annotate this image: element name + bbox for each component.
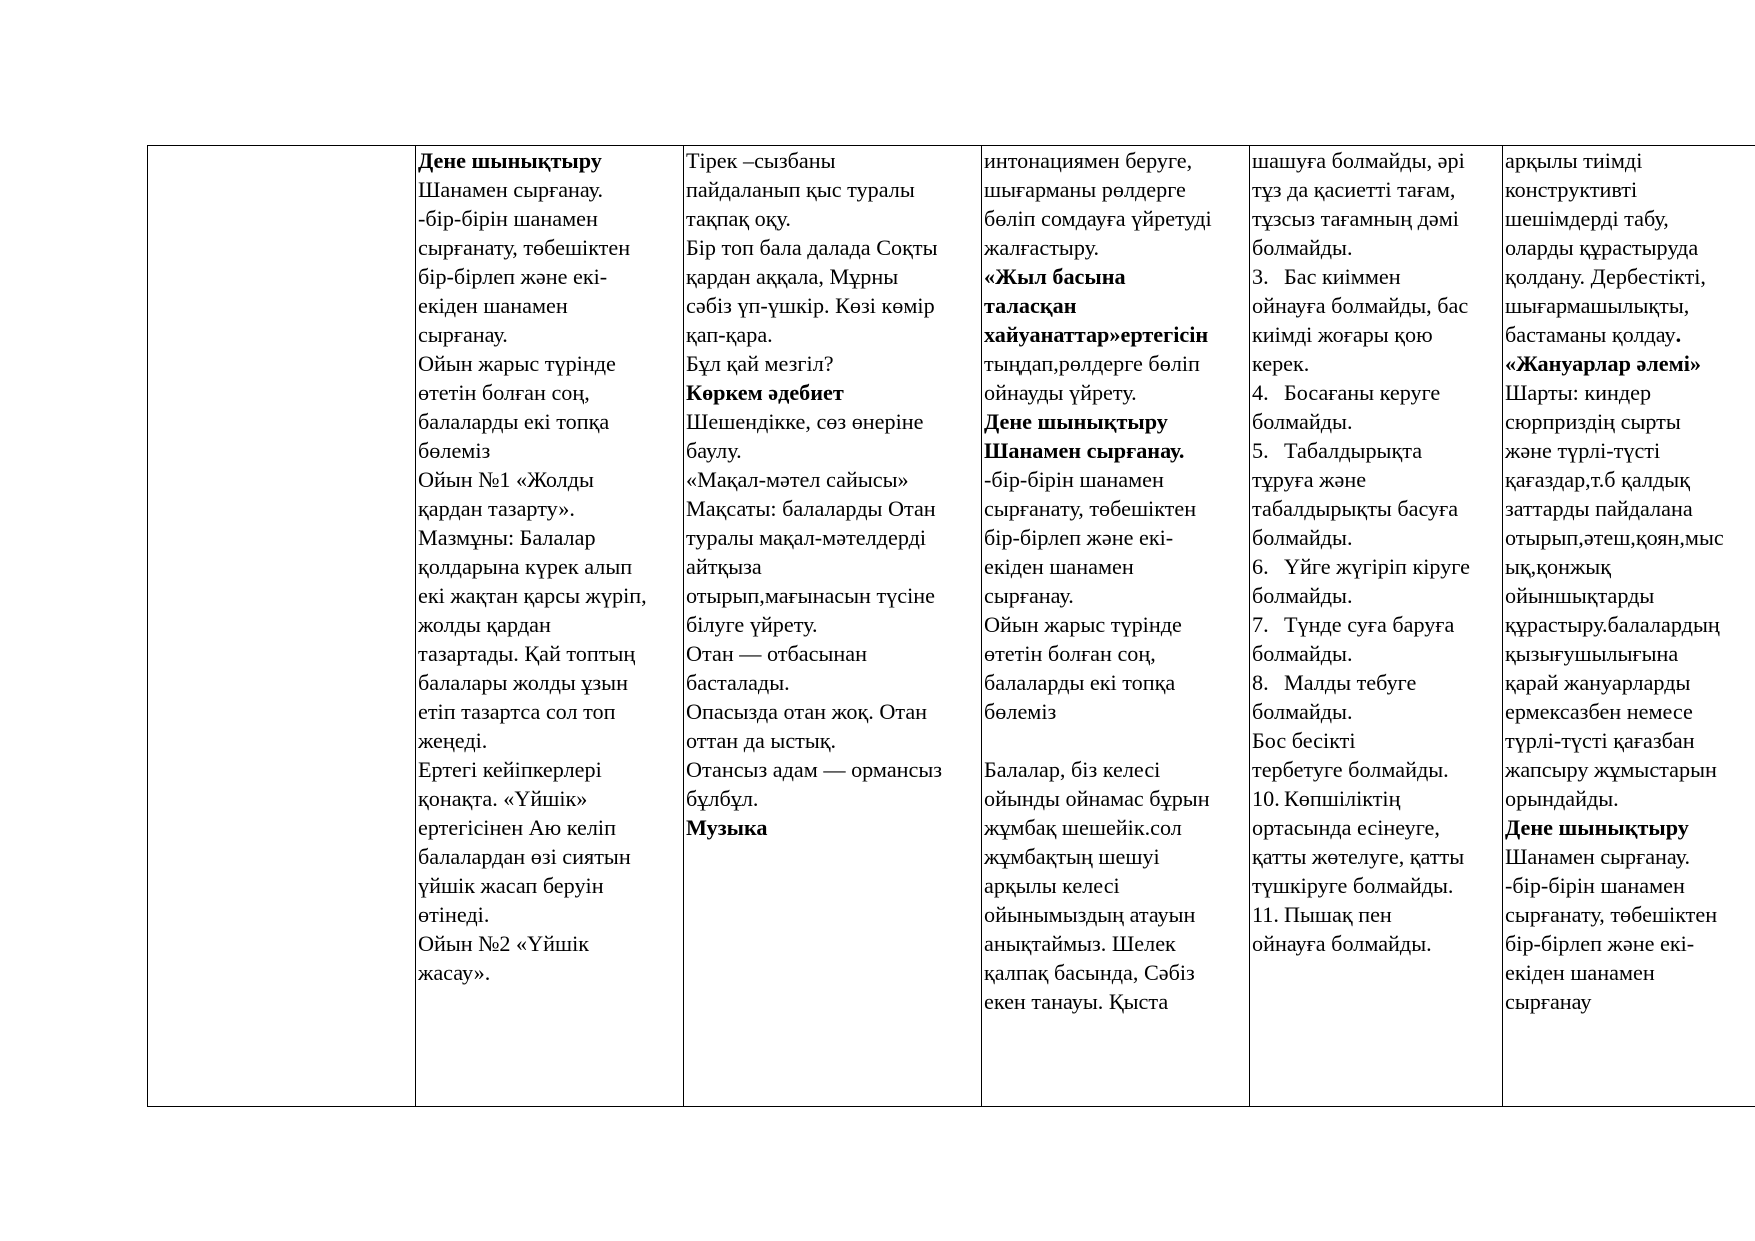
text-line <box>1505 465 1754 494</box>
line-text: Шешендікке, сөз өнеріне <box>686 409 924 434</box>
line-text: Опасызда отан жоқ. Отан <box>686 699 928 724</box>
text-line <box>1505 668 1754 697</box>
text-line <box>686 349 979 378</box>
line-text: қардан аққала, Мұрны <box>686 264 899 289</box>
line-text: Ойын №2 «Үйшік <box>418 931 590 956</box>
text-line <box>1252 726 1500 755</box>
line-text: жасау». <box>418 960 491 985</box>
text-line <box>1252 204 1500 233</box>
text-line <box>1252 320 1500 349</box>
line-text: қызығушылығына <box>1505 641 1679 666</box>
line-text: -бір-бірін шанамен <box>418 206 598 231</box>
line-text: білуге үйрету. <box>686 612 818 637</box>
line-text: бөлеміз <box>984 699 1057 724</box>
text-line <box>686 668 979 697</box>
text-line <box>1505 523 1754 552</box>
text-line <box>1252 146 1500 175</box>
line-text: екен танауы. Қыста <box>984 989 1169 1014</box>
line-text: отырып,әтеш,қоян,мыс <box>1505 525 1724 550</box>
text-line <box>1505 146 1754 175</box>
line-text: «Жыл басына <box>984 264 1126 289</box>
line-text: шығармашылықты, <box>1505 293 1690 318</box>
text-line <box>1252 494 1500 523</box>
line-text: Пышақ пен <box>1284 902 1392 927</box>
line-text: жұмбақтың шешуі <box>984 844 1160 869</box>
table-cell-col-1 <box>148 146 416 1107</box>
line-text: бұлбұл. <box>686 786 759 811</box>
line-text: өтетін болған соң, <box>984 641 1156 666</box>
line-text: ойынымыздың атауын <box>984 902 1196 927</box>
line-text: балалары жолды ұзын <box>418 670 628 695</box>
text-line <box>984 987 1247 1016</box>
line-text: оттан да ыстық. <box>686 728 837 753</box>
text-line <box>418 175 681 204</box>
line-text: Шанамен сырғанау. <box>418 177 604 202</box>
text-line <box>984 784 1247 813</box>
line-text: ертегісінен Аю келіп <box>418 815 616 840</box>
line-text: ойнауға болмайды, бас <box>1252 293 1469 318</box>
text-line <box>1505 233 1754 262</box>
line-text: Музыка <box>686 815 768 840</box>
text-line <box>686 813 979 842</box>
line-text: Ойын №1 «Жолды <box>418 467 594 492</box>
text-line <box>1505 175 1754 204</box>
line-text: оларды құрастыруда <box>1505 235 1699 260</box>
text-line <box>1505 639 1754 668</box>
line-text: жалғастыру. <box>984 235 1100 260</box>
text-line <box>418 929 681 958</box>
line-text: екіден шанамен <box>984 554 1134 579</box>
text-line <box>686 233 979 262</box>
text-line <box>1252 900 1500 929</box>
line-text: Ойын жарыс түрінде <box>418 351 616 376</box>
text-line <box>1252 291 1500 320</box>
text-line <box>686 204 979 233</box>
text-line <box>686 146 979 175</box>
text-line <box>1252 668 1500 697</box>
line-text: болмайды. <box>1252 235 1353 260</box>
text-line <box>984 610 1247 639</box>
text-line <box>1505 987 1754 1016</box>
text-line <box>418 610 681 639</box>
text-line <box>984 262 1247 291</box>
line-text: тұзсыз тағамның дәмі <box>1252 206 1459 231</box>
text-line <box>984 320 1247 349</box>
line-text: бір-бірлеп және екі- <box>984 525 1174 550</box>
text-line <box>686 610 979 639</box>
line-text: интонациямен беруге, <box>984 148 1193 173</box>
line-text: тұз да қасиетті тағам, <box>1252 177 1456 202</box>
line-text: жеңеді. <box>418 728 488 753</box>
line-text: Бұл қай мезгіл? <box>686 351 834 376</box>
text-line <box>1505 958 1754 987</box>
line-text: болмайды. <box>1252 583 1353 608</box>
line-text: шашуға болмайды, әрі <box>1252 148 1465 173</box>
line-text: Малды тебуге <box>1284 670 1417 695</box>
line-text: болмайды. <box>1252 525 1353 550</box>
text-line <box>418 349 681 378</box>
text-line <box>984 523 1247 552</box>
line-text: Бос бесікті <box>1252 728 1356 753</box>
line-text: өтетін болған соң, <box>418 380 590 405</box>
text-line <box>418 552 681 581</box>
text-line <box>418 233 681 262</box>
line-text: қолдарына күрек алып <box>418 554 633 579</box>
line-text: тербетуге болмайды. <box>1252 757 1449 782</box>
line-text: орындайды. <box>1505 786 1619 811</box>
line-text: пайдаланып қыс туралы <box>686 177 915 202</box>
line-text: сәбіз үп-үшкір. Көзі көмір <box>686 293 935 318</box>
text-line <box>1505 494 1754 523</box>
text-line <box>984 552 1247 581</box>
text-line <box>984 842 1247 871</box>
table-cell-col-3 <box>684 146 982 1107</box>
text-line <box>686 697 979 726</box>
line-text: ортасында есінеуге, <box>1252 815 1440 840</box>
text-line <box>686 291 979 320</box>
text-line <box>984 233 1247 262</box>
line-text: жапсыру жұмыстарын <box>1505 757 1717 782</box>
line-text: жұмбақ шешейік.сол <box>984 815 1182 840</box>
line-text: бір-бірлеп және екі- <box>418 264 608 289</box>
line-text: Үйге жүгіріп кіруге <box>1284 554 1470 579</box>
line-text: Шанамен сырғанау. <box>1505 844 1691 869</box>
text-line <box>686 436 979 465</box>
line-text: бір-бірлеп және екі- <box>1505 931 1695 956</box>
line-text: конструктивті <box>1505 177 1638 202</box>
text-line <box>1505 813 1754 842</box>
text-line <box>1505 204 1754 233</box>
text-line <box>686 407 979 436</box>
line-text: Табалдырықта <box>1284 438 1423 463</box>
line-text: Босағаны керуге <box>1284 380 1441 405</box>
line-tail: . <box>1675 322 1682 347</box>
text-line <box>418 436 681 465</box>
text-line <box>418 581 681 610</box>
text-line <box>1505 755 1754 784</box>
text-line <box>418 494 681 523</box>
text-line <box>984 436 1247 465</box>
list-number: 5. <box>1252 438 1269 463</box>
text-line <box>984 175 1247 204</box>
list-number: 8. <box>1252 670 1269 695</box>
table-cell-col-6 <box>1503 146 1755 1107</box>
text-line <box>1252 552 1500 581</box>
text-line <box>984 871 1247 900</box>
text-line <box>1252 175 1500 204</box>
line-text: табалдырықты басуға <box>1252 496 1459 521</box>
line-text: Отансыз адам — ормансыз <box>686 757 943 782</box>
line-text: бастаманы қолдау <box>1505 322 1676 347</box>
line-text: етіп тазартса сол топ <box>418 699 616 724</box>
line-text: сырғанату, төбешіктен <box>984 496 1197 521</box>
line-text: Түнде суға баруға <box>1284 612 1455 637</box>
line-text: Бір топ бала далада Соқты <box>686 235 938 260</box>
table-cell-col-5 <box>1250 146 1503 1107</box>
text-line <box>418 291 681 320</box>
line-text: сюрприздің сырты <box>1505 409 1681 434</box>
line-text: киімді жоғары қою <box>1252 322 1433 347</box>
list-number: 6. <box>1252 554 1269 579</box>
line-text: үйшік жасап беруін <box>418 873 604 898</box>
line-text: ермексазбен немесе <box>1505 699 1693 724</box>
text-line <box>686 581 979 610</box>
line-text: Көркем әдебиет <box>686 380 844 405</box>
line-text: қап-қара. <box>686 322 773 347</box>
text-line <box>418 697 681 726</box>
text-line <box>984 929 1247 958</box>
line-text: сырғанау. <box>984 583 1074 608</box>
line-text: отырып,мағынасын түсіне <box>686 583 935 608</box>
list-number: 4. <box>1252 380 1269 405</box>
text-line <box>1505 436 1754 465</box>
line-text: Бас киіммен <box>1284 264 1401 289</box>
text-line <box>686 175 979 204</box>
list-number: 11. <box>1252 902 1279 927</box>
line-text: сырғанау. <box>418 322 508 347</box>
line-text: шығарманы рөлдерге <box>984 177 1186 202</box>
text-line <box>686 262 979 291</box>
line-text: сырғанау <box>1505 989 1592 1014</box>
line-text: қарай жануарларды <box>1505 670 1691 695</box>
text-line <box>418 958 681 987</box>
line-text: Дене шынықтыру <box>984 409 1168 434</box>
line-text: екіден шанамен <box>1505 960 1655 985</box>
text-line <box>1252 262 1500 291</box>
text-line <box>984 349 1247 378</box>
text-line <box>1252 233 1500 262</box>
text-line <box>418 146 681 175</box>
line-text: Ойын жарыс түрінде <box>984 612 1182 637</box>
line-text: балаларды екі топқа <box>984 670 1176 695</box>
line-text: Шанамен сырғанау. <box>984 438 1185 463</box>
line-text: болмайды. <box>1252 641 1353 666</box>
line-text: өтінеді. <box>418 902 490 927</box>
line-text: қолдану. Дербестікті, <box>1505 264 1706 289</box>
text-line <box>418 755 681 784</box>
text-line <box>1505 581 1754 610</box>
text-line <box>686 639 979 668</box>
text-line <box>984 378 1247 407</box>
line-text: заттарды пайдалана <box>1505 496 1693 521</box>
text-line <box>984 291 1247 320</box>
text-line <box>1505 552 1754 581</box>
text-line <box>984 813 1247 842</box>
line-text: болмайды. <box>1252 409 1353 434</box>
line-text: Дене шынықтыру <box>418 148 602 173</box>
line-text: балалардан өзі сиятын <box>418 844 631 869</box>
text-line <box>686 755 979 784</box>
line-text: -бір-бірін шанамен <box>984 467 1164 492</box>
list-number: 10. <box>1252 786 1280 811</box>
line-text: қатты жөтелуге, қатты <box>1252 844 1465 869</box>
line-text: ойыншықтарды <box>1505 583 1655 608</box>
text-line <box>984 494 1247 523</box>
text-line <box>686 552 979 581</box>
text-line <box>1252 813 1500 842</box>
text-line <box>1252 697 1500 726</box>
line-text: бөліп сомдауға үйретуді <box>984 206 1212 231</box>
text-line <box>1505 320 1754 349</box>
text-line <box>686 784 979 813</box>
text-line <box>1252 842 1500 871</box>
line-text: құрастыру.балалардың <box>1505 612 1720 637</box>
line-text: «Жануарлар әлемі» <box>1505 351 1701 376</box>
text-line <box>418 668 681 697</box>
text-line <box>418 523 681 552</box>
line-text: ойнауға болмайды. <box>1252 931 1432 956</box>
text-line <box>418 900 681 929</box>
line-text: Ертегі кейіпкерлері <box>418 757 602 782</box>
text-line <box>984 639 1247 668</box>
line-text: сырғанату, төбешіктен <box>418 235 631 260</box>
text-line <box>1252 755 1500 784</box>
text-line <box>418 813 681 842</box>
text-line <box>984 900 1247 929</box>
list-number: 3. <box>1252 264 1269 289</box>
text-line <box>1505 291 1754 320</box>
text-line <box>984 465 1247 494</box>
line-text: баулу. <box>686 438 742 463</box>
text-line <box>1505 697 1754 726</box>
text-line <box>1505 610 1754 639</box>
line-text: Дене шынықтыру <box>1505 815 1689 840</box>
text-line <box>1505 871 1754 900</box>
line-text: -бір-бірін шанамен <box>1505 873 1685 898</box>
text-line <box>984 668 1247 697</box>
table-cell-col-4 <box>982 146 1250 1107</box>
line-text: ойнауды үйрету. <box>984 380 1137 405</box>
line-text: жолды қардан <box>418 612 551 637</box>
line-text: Мазмұны: Балалар <box>418 525 596 550</box>
line-text: Тірек –сызбаны <box>686 148 836 173</box>
line-text: хайуанаттар»ертегісін <box>984 322 1209 347</box>
line-text: арқылы келесі <box>984 873 1120 898</box>
line-text: Мақсаты: балаларды Отан <box>686 496 936 521</box>
line-text: туралы мақал-мәтелдерді <box>686 525 927 550</box>
text-line <box>1252 610 1500 639</box>
text-line <box>1252 523 1500 552</box>
text-line <box>418 262 681 291</box>
line-text: балаларды екі топқа <box>418 409 610 434</box>
text-line <box>984 958 1247 987</box>
line-text: қағаздар,т.б қалдық <box>1505 467 1690 492</box>
line-text: тыңдап,рөлдерге бөліп <box>984 351 1200 376</box>
text-line <box>984 697 1247 726</box>
text-line <box>418 871 681 900</box>
line-text: қардан тазарту». <box>418 496 575 521</box>
text-line <box>1252 436 1500 465</box>
text-line <box>1252 871 1500 900</box>
text-line <box>1505 726 1754 755</box>
text-line <box>1252 581 1500 610</box>
text-line <box>418 465 681 494</box>
line-text: керек. <box>1252 351 1310 376</box>
line-text: анықтаймыз. Шелек <box>984 931 1176 956</box>
text-line <box>984 726 1247 755</box>
text-line <box>418 784 681 813</box>
line-text: қонақта. «Үйшік» <box>418 786 588 811</box>
text-line <box>984 407 1247 436</box>
line-text: Балалар, біз келесі <box>984 757 1161 782</box>
text-line <box>418 726 681 755</box>
line-text: тұруға және <box>1252 467 1367 492</box>
text-line <box>1505 784 1754 813</box>
text-line <box>418 204 681 233</box>
text-line <box>1252 378 1500 407</box>
line-text: ойынды ойнамас бұрын <box>984 786 1210 811</box>
text-line <box>418 639 681 668</box>
line-text: болмайды. <box>1252 699 1353 724</box>
table-row <box>148 146 1755 1107</box>
text-line <box>418 378 681 407</box>
line-text: Шарты: киндер <box>1505 380 1652 405</box>
text-line <box>984 581 1247 610</box>
text-line <box>1505 349 1754 378</box>
text-line <box>418 407 681 436</box>
line-text: сырғанату, төбешіктен <box>1505 902 1718 927</box>
text-line <box>686 378 979 407</box>
line-text: Отан — отбасынан <box>686 641 867 666</box>
text-line <box>984 755 1247 784</box>
text-line <box>686 465 979 494</box>
line-text: «Мақал-мәтел сайысы» <box>686 467 909 492</box>
text-line <box>686 523 979 552</box>
line-text: екіден шанамен <box>418 293 568 318</box>
line-text: басталады. <box>686 670 790 695</box>
text-line <box>418 842 681 871</box>
text-line <box>1252 929 1500 958</box>
line-text: арқылы тиімді <box>1505 148 1643 173</box>
text-line <box>1505 929 1754 958</box>
text-line <box>1505 378 1754 407</box>
text-line <box>1505 262 1754 291</box>
table-cell-col-2 <box>416 146 684 1107</box>
list-number: 7. <box>1252 612 1269 637</box>
text-line <box>984 146 1247 175</box>
text-line <box>1252 639 1500 668</box>
text-line <box>686 726 979 755</box>
text-line <box>1505 900 1754 929</box>
text-line <box>686 494 979 523</box>
line-text: ық,қонжық <box>1505 554 1611 579</box>
text-line <box>1505 407 1754 436</box>
text-line <box>1252 407 1500 436</box>
text-line <box>1505 842 1754 871</box>
line-text: Көпшіліктің <box>1284 786 1401 811</box>
text-line <box>1252 349 1500 378</box>
plan-table <box>147 145 1755 1107</box>
line-text: таласқан <box>984 293 1077 318</box>
text-line <box>418 320 681 349</box>
line-text: түрлі-түсті қағазбан <box>1505 728 1695 753</box>
line-text: тазартады. Қай топтың <box>418 641 636 666</box>
text-line <box>984 204 1247 233</box>
line-text: екі жақтан қарсы жүріп, <box>418 583 647 608</box>
line-text: тақпақ оқу. <box>686 206 791 231</box>
line-text: қалпақ басында, Сәбіз <box>984 960 1195 985</box>
line-text: айтқыза <box>686 554 762 579</box>
line-text: шешімдерді табу, <box>1505 206 1669 231</box>
text-line <box>1252 784 1500 813</box>
text-line <box>686 320 979 349</box>
line-text: және түрлі-түсті <box>1505 438 1661 463</box>
line-text: түшкіруге болмайды. <box>1252 873 1454 898</box>
line-text: бөлеміз <box>418 438 491 463</box>
text-line <box>1252 465 1500 494</box>
